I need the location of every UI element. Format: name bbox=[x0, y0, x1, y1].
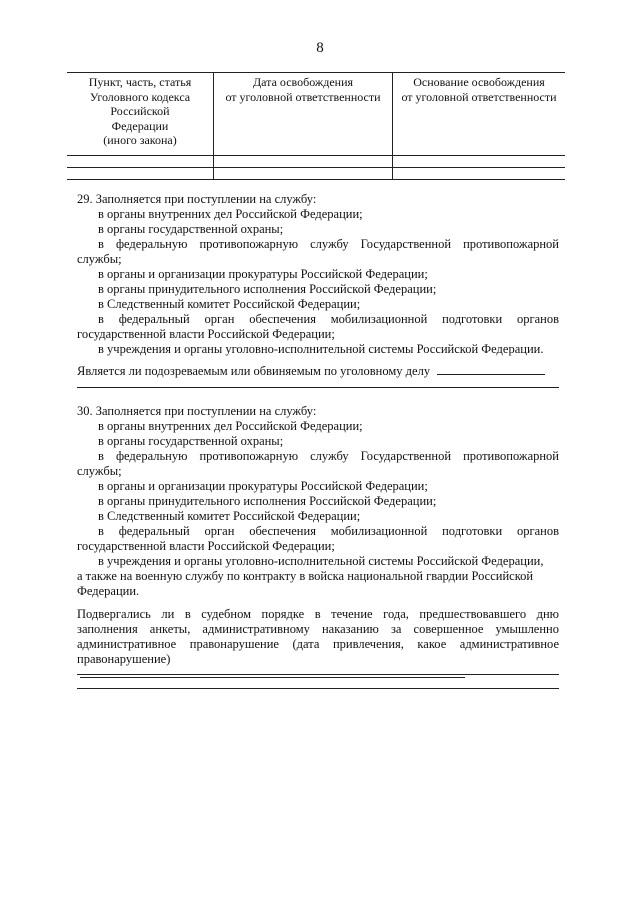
list-item: в федеральный орган обеспечения мобилизационной подготовки органов bbox=[98, 312, 559, 326]
page-number: 8 bbox=[316, 40, 324, 56]
question-text: заполнения анкеты, административному наказанию за совершенное умышленно bbox=[77, 622, 559, 636]
section-30-title: 30. Заполняется при поступлении на службу: bbox=[77, 404, 317, 418]
header-release-basis: Основание освобождения от уголовной ответственности bbox=[393, 73, 566, 156]
table-cell bbox=[67, 168, 214, 180]
list-item: Федерации. bbox=[77, 584, 140, 598]
release-table bbox=[67, 72, 565, 180]
list-item: а также на военную службу по контракту в войска национальной гвардии Российской bbox=[77, 569, 534, 583]
answer-line[interactable] bbox=[77, 688, 559, 689]
list-item: государственной власти Российской Федерации; bbox=[77, 327, 335, 341]
header-article: Пункт, часть, статья Уголовного кодекса Российской Федерации (иного закона) bbox=[67, 73, 214, 156]
list-item: в органы и организации прокуратуры Российской Федерации; bbox=[98, 267, 428, 281]
table-row bbox=[67, 168, 565, 180]
list-item: в Следственный комитет Российской Федерации; bbox=[98, 297, 361, 311]
header-release-date: Дата освобождения от уголовной ответственности bbox=[214, 73, 393, 156]
section-29-title: 29. Заполняется при поступлении на службу: bbox=[77, 192, 317, 206]
question-text: административное правонарушение (дата привлечения, какое административное bbox=[77, 637, 559, 651]
answer-line[interactable] bbox=[80, 676, 465, 678]
list-item: в федеральный орган обеспечения мобилизационной подготовки органов bbox=[98, 524, 559, 538]
list-item: в органы принудительного исполнения Российской Федерации; bbox=[98, 282, 437, 296]
list-item: в учреждения и органы уголовно-исполнительной системы Российской Федерации. bbox=[98, 342, 544, 356]
table-cell bbox=[214, 156, 393, 168]
table-cell bbox=[214, 168, 393, 180]
list-item: в органы принудительного исполнения Российской Федерации; bbox=[98, 494, 437, 508]
answer-line[interactable] bbox=[437, 373, 545, 375]
list-item: службы; bbox=[77, 252, 122, 266]
list-item: в органы внутренних дел Российской Федерации; bbox=[98, 207, 363, 221]
question-text: Является ли подозреваемым или обвиняемым по уголовному делу bbox=[77, 364, 431, 378]
list-item: в органы государственной охраны; bbox=[98, 222, 284, 236]
list-item: в федеральную противопожарную службу Государственной противопожарной bbox=[98, 449, 559, 463]
table-header-row bbox=[67, 73, 565, 156]
list-item: государственной власти Российской Федерации; bbox=[77, 539, 335, 553]
table-row bbox=[67, 156, 565, 168]
list-item: в федеральную противопожарную службу Государственной противопожарной bbox=[98, 237, 559, 251]
table-cell bbox=[393, 156, 566, 168]
list-item: в органы внутренних дел Российской Федерации; bbox=[98, 419, 363, 433]
table-cell bbox=[393, 168, 566, 180]
list-item: службы; bbox=[77, 464, 122, 478]
question-text-last: правонарушение) bbox=[77, 652, 559, 682]
list-item: в органы государственной охраны; bbox=[98, 434, 284, 448]
answer-line[interactable] bbox=[77, 387, 559, 388]
question-text: Подвергались ли в судебном порядке в течение года, предшествовавшего дню bbox=[77, 607, 559, 621]
answer-line[interactable] bbox=[77, 674, 559, 675]
list-item: в органы и организации прокуратуры Российской Федерации; bbox=[98, 479, 428, 493]
table-cell bbox=[67, 156, 214, 168]
section-29-question bbox=[77, 364, 559, 379]
section-30-question bbox=[77, 607, 559, 682]
list-item: в Следственный комитет Российской Федерации; bbox=[98, 509, 361, 523]
list-item: в учреждения и органы уголовно-исполнительной системы Российской Федерации, bbox=[98, 554, 544, 568]
section-30 bbox=[77, 404, 559, 682]
section-29 bbox=[77, 192, 559, 379]
